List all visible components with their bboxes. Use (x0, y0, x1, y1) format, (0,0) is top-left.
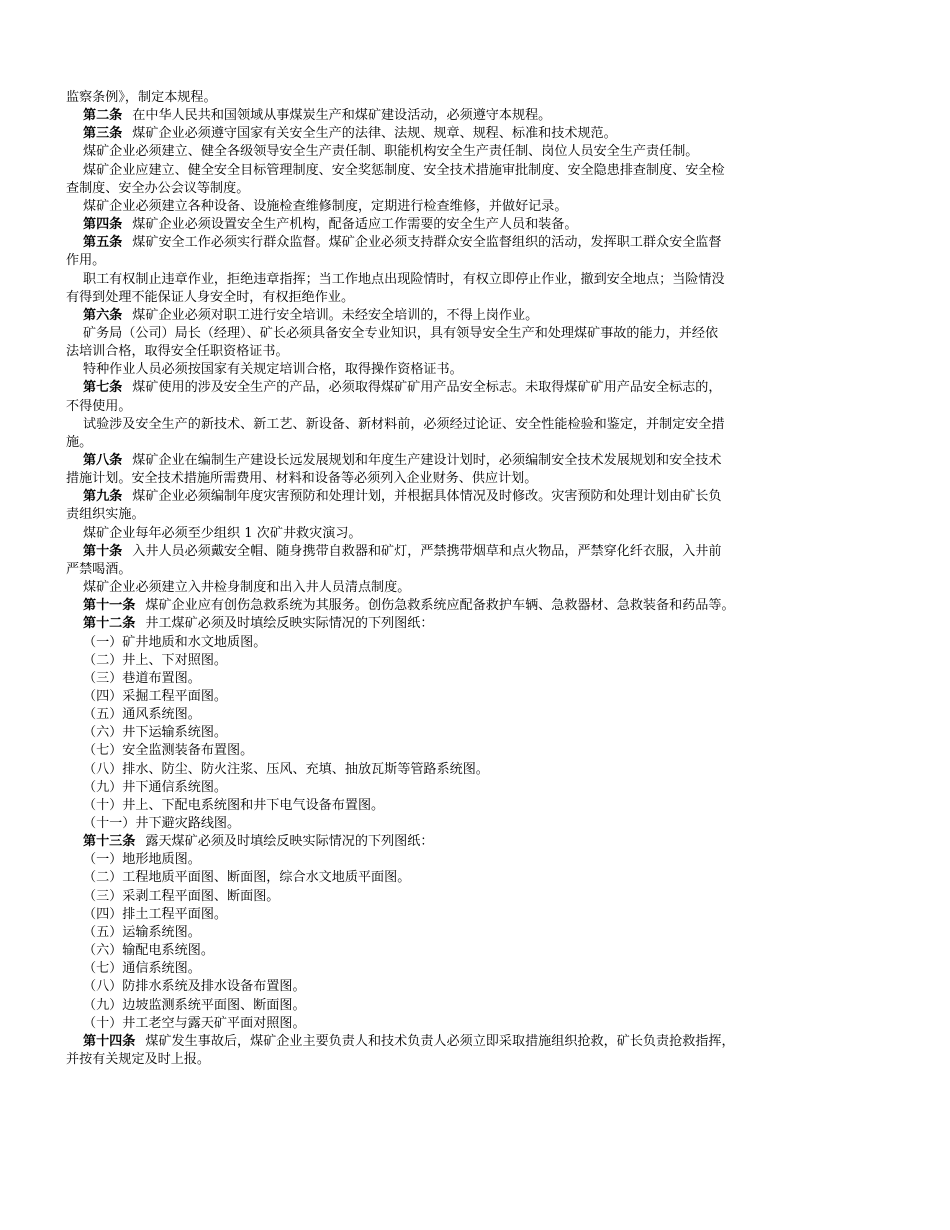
text-line (83, 906, 892, 924)
line-text: 煤矿安全工作必须实行群众监督。煤矿企业必须支持群众安全监督组织的活动，发挥职工群众安全监督 (132, 235, 722, 251)
line-text: （六）输配电系统图。 (83, 943, 214, 959)
text-line (83, 143, 892, 161)
article-line (83, 234, 892, 252)
line-text: （二）工程地质平面图、断面图，综合水文地质平面图。 (83, 870, 411, 886)
text-line (83, 706, 892, 724)
article-heading: 第五条 (83, 235, 123, 251)
line-text: （九）边坡监测系统平面图、断面图。 (83, 997, 306, 1013)
article-heading: 第十三条 (83, 834, 136, 850)
line-text: 煤矿使用的涉及安全生产的产品，必须取得煤矿矿用产品安全标志。未取得煤矿矿用产品安全标志的， (132, 380, 722, 396)
article-line (83, 107, 892, 125)
line-text: 煤矿企业在编制生产建设长远发展规划和年度生产建设计划时，必须编制安全技术发展规划和安全技术 (132, 453, 722, 468)
line-text: （七）通信系统图。 (83, 961, 201, 977)
text-line (83, 779, 892, 797)
line-text: 煤矿企业必须建立入井检身制度和出入井人员清点制度。 (83, 580, 411, 596)
line-text: （七）安全监测装备布置图。 (83, 743, 254, 759)
line-text: 作用。 (66, 253, 106, 269)
article-heading: 第七条 (83, 380, 123, 396)
article-line (83, 125, 892, 143)
text-line (66, 470, 892, 488)
article-line (83, 488, 892, 506)
text-line (66, 398, 892, 416)
text-line (83, 997, 892, 1015)
line-text: 特种作业人员必须按国家有关规定培训合格，取得操作资格证书。 (83, 362, 463, 378)
text-line (66, 1051, 892, 1069)
line-text: 入井人员必须戴安全帽、随身携带自救器和矿灯，严禁携带烟草和点火物品，严禁穿化纤衣服，入井前 (132, 543, 722, 559)
line-text: （一）地形地质图。 (83, 852, 201, 868)
text-line (83, 761, 892, 779)
line-text: 煤矿企业必须编制年度灾害预防和处理计划，并根据具体情况及时修改。灾害预防和处理计划由矿长负 (132, 489, 722, 505)
article-heading: 第六条 (83, 307, 123, 323)
text-line (66, 561, 892, 579)
text-line (83, 742, 892, 760)
text-line (83, 924, 892, 942)
text-line (83, 652, 892, 670)
article-line (83, 216, 892, 234)
article-heading: 第三条 (83, 126, 123, 142)
text-line (83, 525, 892, 543)
line-text: 煤矿企业必须建立各种设备、设施检查维修制度，定期进行检查维修，并做好记录。 (83, 198, 568, 214)
line-text: （八）防排水系统及排水设备布置图。 (83, 979, 306, 995)
line-text: 煤矿企业必须设置安全生产机构，配备适应工作需要的安全生产人员和装备。 (132, 217, 578, 233)
line-text: 有得到处理不能保证人身安全时，有权拒绝作业。 (66, 289, 355, 305)
line-text: （十）井工老空与露天矿平面对照图。 (83, 1015, 306, 1031)
line-text: 严禁喝酒。 (66, 561, 132, 577)
article-heading: 第八条 (83, 453, 123, 468)
text-line (83, 851, 892, 869)
line-text: 责组织实施。 (66, 507, 145, 523)
text-line (83, 198, 892, 216)
line-text: （二）井上、下对照图。 (83, 652, 228, 668)
text-line (83, 688, 892, 706)
line-text: 法培训合格，取得安全任职资格证书。 (66, 344, 289, 360)
text-line (83, 634, 892, 652)
text-line (83, 942, 892, 960)
text-line (83, 162, 892, 180)
text-line (66, 506, 892, 524)
text-line (83, 978, 892, 996)
line-text: 煤矿企业必须建立、健全各级领导安全生产责任制、职能机构安全生产责任制、岗位人员安全生产责任制。 (83, 144, 699, 160)
article-heading: 第十条 (83, 543, 123, 559)
text-line (83, 815, 892, 833)
line-text: 在中华人民共和国领域从事煤炭生产和煤矿建设活动，必须遵守本规程。 (132, 108, 552, 124)
text-line (66, 289, 892, 307)
text-line (66, 252, 892, 270)
line-text: 煤矿发生事故后，煤矿企业主要负责人和技术负责人必须立即采取措施组织抢救，矿长负责抢救指挥， (145, 1033, 735, 1049)
text-line (83, 579, 892, 597)
line-text: （三）巷道布置图。 (83, 670, 201, 686)
line-text: （三）采剥工程平面图、断面图。 (83, 888, 280, 904)
line-text: （四）采掘工程平面图。 (83, 688, 228, 704)
text-line (83, 670, 892, 688)
line-text: 不得使用。 (66, 398, 132, 414)
article-heading: 第十二条 (83, 616, 136, 632)
line-text: 查制度、安全办公会议等制度。 (66, 180, 250, 196)
line-text: 煤矿企业应建立、健全安全目标管理制度、安全奖惩制度、安全技术措施审批制度、安全隐患排查制度、安全检 (83, 162, 725, 178)
article-line (83, 452, 892, 470)
article-heading: 第九条 (83, 489, 123, 505)
line-text: （八）排水、防尘、防火注浆、压风、充填、抽放瓦斯等管路系统图。 (83, 761, 489, 777)
line-text: 并按有关规定及时上报。 (66, 1051, 211, 1067)
line-text: 试验涉及安全生产的新技术、新工艺、新设备、新材料前，必须经过论证、安全性能检验和鉴定，并制定安全措 (83, 416, 725, 432)
article-heading: 第四条 (83, 217, 123, 233)
line-text: （六）井下运输系统图。 (83, 725, 228, 741)
text-line (66, 343, 892, 361)
text-line (83, 325, 892, 343)
article-line (83, 543, 892, 561)
article-line (83, 379, 892, 397)
line-text: 露天煤矿必须及时填绘反映实际情况的下列图纸： (145, 834, 434, 850)
text-line (83, 797, 892, 815)
line-text: 煤矿企业应有创伤急救系统为其服务。创伤急救系统应配备救护车辆、急救器材、急救装备和药品等。 (145, 598, 735, 614)
text-line (66, 180, 892, 198)
text-line (83, 724, 892, 742)
article-line (83, 1033, 892, 1051)
line-text: 职工有权制止违章作业，拒绝违章指挥；当工作地点出现险情时，有权立即停止作业，撤到安全地点；当险情没 (83, 271, 725, 287)
text-line (83, 869, 892, 887)
line-text: （十一）井下避灾路线图。 (83, 816, 241, 831)
line-text: 煤矿企业必须遵守国家有关安全生产的法律、法规、规章、规程、标准和技术规范。 (132, 126, 617, 142)
line-text: （五）通风系统图。 (83, 707, 201, 723)
line-text: 措施计划。安全技术措施所需费用、材料和设备等必须列入企业财务、供应计划。 (66, 471, 538, 487)
line-text: （十）井上、下配电系统图和井下电气设备布置图。 (83, 797, 385, 813)
text-line (83, 960, 892, 978)
text-line (66, 89, 892, 107)
line-text: （一）矿井地质和水文地质图。 (83, 634, 267, 650)
line-text: （四）排土工程平面图。 (83, 906, 228, 922)
article-line (83, 615, 892, 633)
line-text: （五）运输系统图。 (83, 924, 201, 940)
article-heading: 第十一条 (83, 598, 136, 614)
line-text: （九）井下通信系统图。 (83, 779, 228, 795)
article-line (83, 833, 892, 851)
article-heading: 第二条 (83, 108, 123, 124)
line-text: 煤矿企业每年必须至少组织 1 次矿井救灾演习。 (83, 525, 362, 541)
article-heading: 第十四条 (83, 1033, 136, 1049)
line-text: 矿务局（公司）局长（经理）、矿长必须具备安全专业知识，具有领导安全生产和处理煤矿事故的能力，并经依 (83, 325, 719, 341)
text-line (83, 888, 892, 906)
line-text: 施。 (66, 434, 93, 450)
article-line (83, 597, 892, 615)
article-line (83, 307, 892, 325)
line-text: 井工煤矿必须及时填绘反映实际情况的下列图纸： (145, 616, 434, 632)
text-line (83, 1015, 892, 1033)
line-text: 煤矿企业必须对职工进行安全培训。未经安全培训的，不得上岗作业。 (132, 307, 539, 323)
text-line (66, 434, 892, 452)
text-line (83, 271, 892, 289)
text-line (83, 416, 892, 434)
text-line (83, 361, 892, 379)
line-text: 监察条例》，制定本规程。 (66, 90, 217, 105)
